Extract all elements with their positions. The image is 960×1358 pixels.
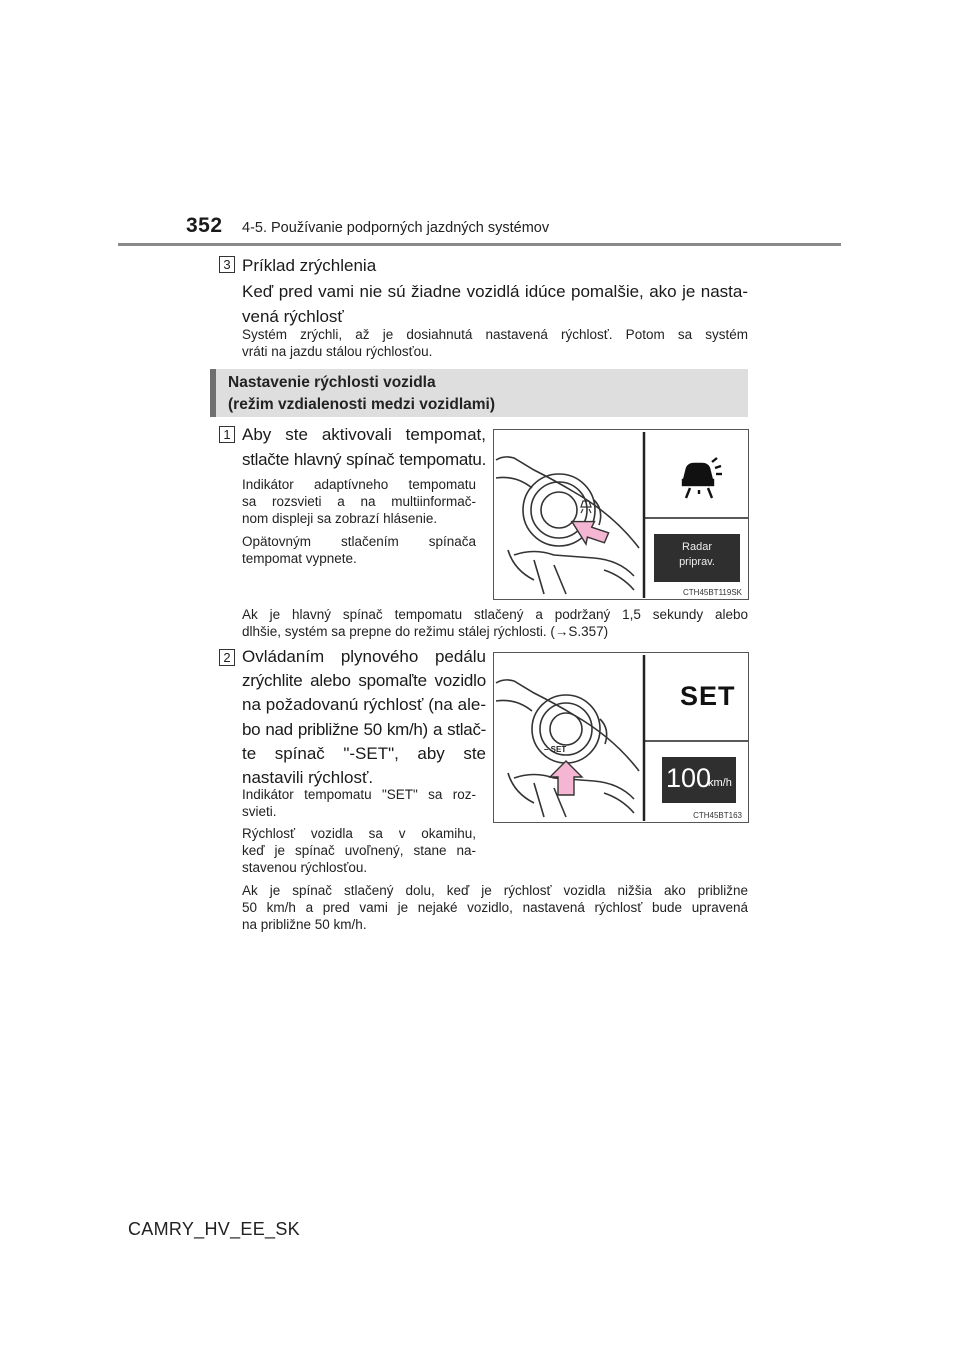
- step2-note1-line: svieti.: [242, 804, 277, 819]
- step2-line: zrýchlite alebo spomaľte vozidlo: [242, 671, 486, 691]
- step3-line: vená rýchlosť: [242, 307, 344, 326]
- display-line2: priprav.: [679, 556, 715, 568]
- step-badge-3: 3: [219, 256, 235, 273]
- step2-line: te spínač "-SET", aby ste: [242, 743, 486, 763]
- step1-note3-line: Ak je hlavný spínač tempomatu stlačený a podržaný 1,5 sekundy alebo: [242, 607, 748, 622]
- step2-note2-line: Rýchlosť vozidla sa v okamihu,: [242, 826, 476, 841]
- step3-title: Príklad zrýchlenia: [242, 256, 377, 275]
- step1-note2-line: tempomat vypnete.: [242, 551, 357, 566]
- step2-line: na požadovanú rýchlosť (na ale-: [242, 695, 486, 715]
- display-line1: Radar: [682, 541, 712, 553]
- step2-note2-line: stavenou rýchlosťou.: [242, 860, 368, 875]
- step2-note3-line: 50 km/h a pred vami je nejaké vozidlo, nastavená rýchlosť bude upravená: [242, 900, 748, 915]
- step1-text: [242, 422, 486, 472]
- step2-text: [242, 645, 486, 790]
- step1-note1-line: Indikátor adaptívneho tempomatu: [242, 477, 476, 492]
- step1-note3: [242, 606, 748, 640]
- step1-note2: [242, 533, 476, 567]
- radar-ready-display: [654, 534, 740, 582]
- step3-note: [242, 326, 748, 360]
- step2-note1: [242, 786, 476, 820]
- figure-steering-switch-set: [493, 652, 749, 823]
- step-badge-2: 2: [219, 649, 235, 666]
- step1-note1: [242, 476, 476, 527]
- step1-note1-line: sa rozsvieti a na multiinformač-: [242, 494, 476, 509]
- page-number: 352: [186, 214, 223, 237]
- step2-line: nastavili rýchlosť.: [242, 768, 374, 788]
- step2-note2-line: keď je spínač uvoľnený, stane na-: [242, 843, 476, 858]
- step2-line: Ovládaním plynového pedálu: [242, 647, 486, 666]
- subheading-line2: (režim vzdialenosti medzi vozidlami): [228, 396, 496, 413]
- step2-note3-line: na približne 50 km/h.: [242, 917, 367, 932]
- figure-code: CTH45BT119SK: [683, 588, 742, 597]
- adaptive-cruise-indicator-icon: [683, 458, 722, 498]
- header-rule: [118, 243, 841, 246]
- figure-code: CTH45BT163: [693, 811, 742, 820]
- step2-note1-line: Indikátor tempomatu "SET" sa roz-: [242, 787, 476, 802]
- step1-line: Aby ste aktivovali tempomat,: [242, 425, 486, 444]
- speed-display: [662, 757, 736, 803]
- figure-steering-switch-main: [493, 429, 749, 600]
- step-badge-1: 1: [219, 426, 235, 443]
- step3-text: [242, 279, 748, 329]
- step1-note3-line: dlhšie, systém sa prepne do režimu stálej rýchlosti. (→S.357): [242, 624, 609, 639]
- step2-line: bo nad približne 50 km/h) a stlač-: [242, 719, 486, 739]
- step3-note-line: vráti na jazdu stálou rýchlosťou.: [242, 344, 433, 359]
- set-switch-label: – SET: [544, 745, 567, 754]
- step2-note3-line: Ak je spínač stlačený dolu, keď je rýchlosť vozidla nižšia ako približne: [242, 883, 748, 898]
- step2-note3: [242, 882, 748, 933]
- subheading-line1: Nastavenie rýchlosti vozidla: [228, 374, 436, 391]
- step1-note2-line: Opätovným stlačením spínača: [242, 534, 476, 549]
- subheading: [210, 369, 748, 417]
- speed-value: 100: [666, 763, 712, 793]
- footer-code: CAMRY_HV_EE_SK: [128, 1219, 300, 1239]
- speed-unit: km/h: [708, 777, 732, 789]
- step1-line: stlačte hlavný spínač tempomatu.: [242, 450, 486, 469]
- section-title: 4-5. Používanie podporných jazdných systémov: [242, 220, 550, 236]
- pointer-arrow-icon: [568, 509, 612, 553]
- step2-note2: [242, 825, 476, 876]
- set-indicator: SET: [680, 681, 736, 711]
- step1-note1-line: nom displeji sa zobrazí hlásenie.: [242, 511, 438, 526]
- step3-note-line: Systém zrýchli, až je dosiahnutá nastavená rýchlosť. Potom sa systém: [242, 327, 748, 342]
- step3-line: Keď pred vami nie sú žiadne vozidlá idúce pomalšie, ako je nasta-: [242, 282, 748, 301]
